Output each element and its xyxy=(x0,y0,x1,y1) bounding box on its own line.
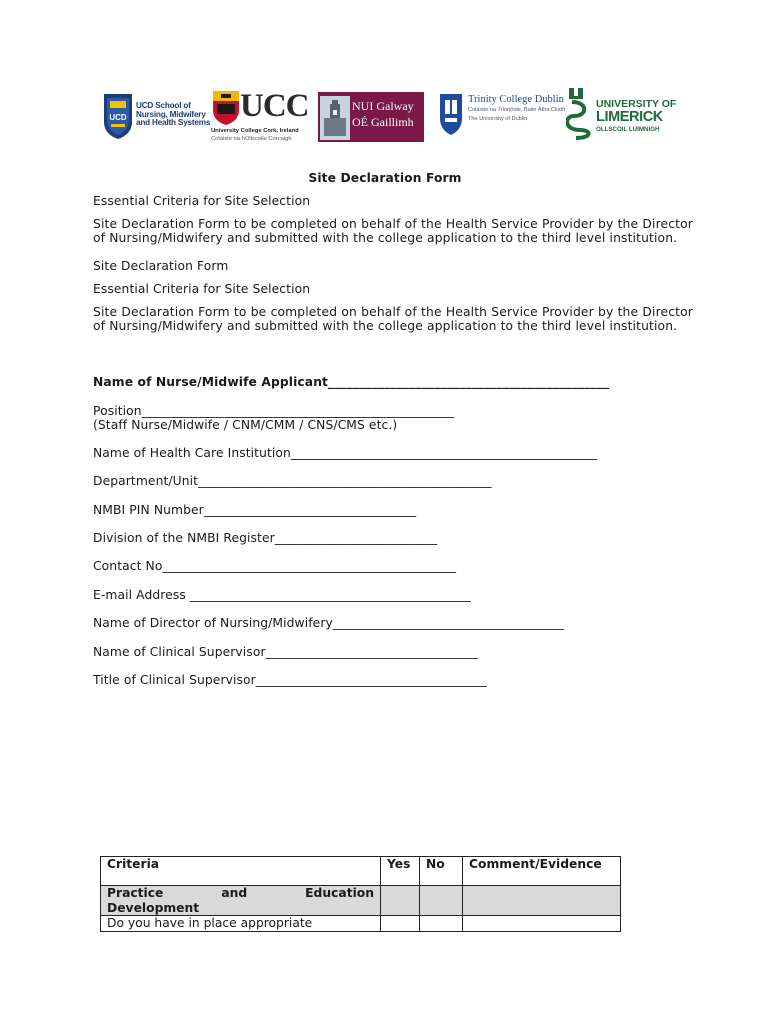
department-field[interactable]: Department/Unit_______________________________________________ xyxy=(93,474,492,488)
yes-header: Yes xyxy=(381,857,420,886)
trinity-line-1: Trinity College Dublin xyxy=(468,94,564,105)
email-field[interactable]: E-mail Address _____________________________________________ xyxy=(93,588,472,602)
ucd-line-2: Nursing, Midwifery xyxy=(136,109,206,119)
nmbi-pin-field[interactable]: NMBI PIN Number__________________________________ xyxy=(93,503,417,517)
ucd-crest-icon xyxy=(102,92,134,140)
section-no-cell xyxy=(420,886,463,916)
criteria-header: Criteria xyxy=(101,857,381,886)
section-row xyxy=(101,886,621,916)
table-header-row xyxy=(101,857,621,886)
section-yes-cell xyxy=(381,886,420,916)
section-comment-cell xyxy=(463,886,621,916)
limerick-line-2: LIMERICK xyxy=(596,109,663,125)
question-text: Do you have in place appropriate xyxy=(101,916,381,932)
nui-galway-line-2: OÉ Gaillimh xyxy=(352,115,414,129)
clinical-supervisor-title-field[interactable]: Title of Clinical Supervisor_____________________________________ xyxy=(93,673,487,687)
trinity-line-2: Coláiste na Tríonóide, Baile Átha Cliath xyxy=(468,107,566,113)
partner-logos xyxy=(100,86,677,146)
section-word-4: Development xyxy=(107,900,200,915)
repeat-form-subtitle: Essential Criteria for Site Selection xyxy=(93,282,311,296)
no-checkbox-cell[interactable] xyxy=(420,916,463,932)
nui-galway-line-1: NUI Galway xyxy=(352,99,414,113)
ucd-line-3: and Health Systems xyxy=(136,118,211,128)
institution-field[interactable]: Name of Health Care Institution_________________________________________________ xyxy=(93,446,598,460)
director-name-field[interactable]: Name of Director of Nursing/Midwifery_____________________________________ xyxy=(93,616,565,630)
no-header: No xyxy=(420,857,463,886)
limerick-line-3: OLLSCOIL LUIMNIGH xyxy=(596,126,660,133)
nmbi-division-field[interactable]: Division of the NMBI Register__________________________ xyxy=(93,531,438,545)
trinity-crest-icon xyxy=(438,92,464,136)
ucc-wordmark: UCC xyxy=(240,88,309,124)
trinity-college-logo xyxy=(438,86,566,146)
ucc-subtitle-en: University College Cork, Ireland xyxy=(211,128,299,134)
ucc-logo xyxy=(210,86,310,146)
ucc-subtitle-ga: Coláiste na hOllscoile Corcaigh xyxy=(211,136,292,142)
quadrangle-tower-icon xyxy=(320,96,350,140)
section-word-3: Education xyxy=(305,886,374,900)
form-subtitle: Essential Criteria for Site Selection xyxy=(93,194,311,208)
form-instruction: Site Declaration Form to be completed on behalf of the Health Service Provider by the Director of Nursing/Midwifery and submitted with the college application to the third level institution. xyxy=(93,217,693,245)
form-title: Site Declaration Form xyxy=(308,171,462,185)
criteria-table xyxy=(100,856,621,932)
yes-checkbox-cell[interactable] xyxy=(381,916,420,932)
ucd-logo-text xyxy=(136,102,210,128)
section-word-1: Practice xyxy=(107,886,164,900)
ucd-line-1: UCD School of xyxy=(136,101,191,110)
limerick-emblem-icon xyxy=(566,86,596,140)
comment-cell[interactable] xyxy=(463,916,621,932)
comment-header: Comment/Evidence xyxy=(463,857,621,886)
section-title xyxy=(101,886,381,916)
position-hint: (Staff Nurse/Midwife / CNM/CMM / CNS/CMS etc.) xyxy=(93,418,398,432)
contact-number-field[interactable]: Contact No_______________________________________________ xyxy=(93,559,457,573)
svg-text:UCD: UCD xyxy=(109,113,127,122)
university-of-limerick-logo xyxy=(566,86,677,146)
limerick-line-1: UNIVERSITY OF xyxy=(596,98,677,110)
table-row xyxy=(101,916,621,932)
position-field[interactable]: Position__________________________________________________ xyxy=(93,404,455,418)
nui-galway-logo xyxy=(316,86,426,146)
section-word-2: and xyxy=(221,886,248,900)
repeat-form-instruction: Site Declaration Form to be completed on behalf of the Health Service Provider by the Director of Nursing/Midwifery and submitted with the college application to the third level institution. xyxy=(93,305,693,333)
ucc-crest-icon xyxy=(212,90,240,126)
clinical-supervisor-name-field[interactable]: Name of Clinical Supervisor__________________________________ xyxy=(93,645,479,659)
ucd-logo xyxy=(100,86,210,146)
repeat-form-title: Site Declaration Form xyxy=(93,259,229,273)
trinity-line-3: The University of Dublin xyxy=(468,116,528,122)
applicant-name-field[interactable]: Name of Nurse/Midwife Applicant_____________________________________________ xyxy=(93,375,610,389)
